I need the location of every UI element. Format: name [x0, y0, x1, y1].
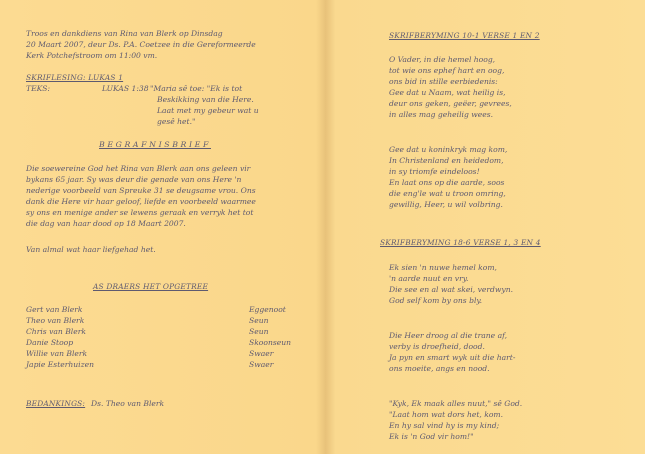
hymn1-v1-line-2: tot wie ons ephef hart en oog, [389, 66, 505, 75]
brief-line-6: die dag van haar dood op 18 Maart 2007. [26, 219, 186, 228]
teks-line-3: Laat met my gebeur wat u [157, 106, 259, 115]
hymn1-v1-line-5: deur ons geken, geëer, gevrees, [389, 99, 512, 108]
hymn2-v2-line-4: ons moeite, angs en nood. [389, 364, 490, 373]
bearers-heading: AS DRAERS HET OPGETREE [93, 282, 209, 291]
hymn2-v1-line-2: 'n aarde nuut en vry. [389, 274, 469, 283]
teks-line-1: "Maria sê toe: "Ek is tot [150, 84, 243, 93]
hymn2-v3-line-2: "Laat hom wat dors het, kom. [389, 410, 504, 419]
brief-line-5: sy ons en menige ander se lewens geraak en verryk het tot [26, 208, 254, 217]
hymn2-v2-line-2: verby is droefheid, dood. [389, 342, 485, 351]
hymn1-v2-line-4: En laat ons op die aarde, soos [389, 178, 505, 187]
thanks-value: Ds. Theo van Blerk [91, 399, 165, 408]
hymn1-v1-line-3: ons bid in stille eerbiedenis: [389, 77, 498, 86]
hymn2-v1-line-1: Ek sien 'n nuwe hemel kom, [389, 263, 497, 272]
brief-line-3: nederige voorbeeld van Spreuke 31 se deugsame vrou. Ons [26, 186, 256, 195]
intro-line-1: Troos en dankdiens van Rina van Blerk op Dinsdag [26, 29, 223, 38]
bearer-name: Chris van Blerk [26, 327, 86, 336]
hymn1-v2-line-2: In Christenland en heidedom, [389, 156, 504, 165]
hymn1-v1-line-1: O Vader, in die hemel hoog, [389, 55, 496, 64]
intro-line-3: Kerk Potchefstroom om 11:00 vm. [26, 51, 158, 60]
bearer-name: Theo van Blerk [26, 316, 85, 325]
brief-line-2: bykans 65 jaar. Sy was deur die genade van ons Here 'n [26, 175, 242, 184]
farewell-text: Van almal wat haar liefgehad het. [26, 245, 156, 254]
hymn2-v3-line-3: En hy sal vind hy is my kind; [389, 421, 500, 430]
bearer-relation: Skoonseun [249, 338, 292, 347]
hymn1-v2-line-6: gewillig, Heer, u wil volbring. [389, 200, 503, 209]
teks-ref: LUKAS 1:38 [102, 84, 149, 93]
bearer-relation: Seun [249, 327, 269, 336]
hymn1-v2-line-1: Gee dat u koninkryk mag kom, [389, 145, 508, 154]
hymn1-v1-line-4: Gee dat u Naam, wat heilig is, [389, 88, 506, 97]
hymn2-heading: SKRIFBERYMING 18-6 VERSE 1, 3 EN 4 [380, 238, 541, 247]
hymn2-v2-line-1: Die Heer droog al die trane af, [389, 331, 508, 340]
hymn2-v3-line-1: "Kyk, Ek maak alles nuut," sê God. [389, 399, 523, 408]
teks-line-2: Beskikking van die Here. [157, 95, 254, 104]
hymn1-heading: SKRIFBERYMING 10-1 VERSE 1 EN 2 [389, 31, 540, 40]
thanks-label: BEDANKINGS: [26, 399, 86, 408]
bearer-relation: Seun [249, 316, 269, 325]
bearer-name: Gert van Blerk [26, 305, 83, 314]
hymn2-v1-line-3: Die see en al wat skei, verdwyn. [389, 285, 514, 294]
hymn1-v2-line-3: in sy triomfe eindeloos! [389, 167, 480, 176]
reading-heading: SKRIFLESING: LUKAS 1 [26, 73, 124, 82]
bearer-name: Willie van Blerk [26, 349, 88, 358]
bearer-relation: Swaer [249, 349, 274, 358]
hymn2-v3-line-4: Ek is 'n God vir hom!" [389, 432, 474, 441]
hymn2-v1-line-4: God self kom by ons bly. [389, 296, 483, 305]
intro-line-2: 20 Maart 2007, deur Ds. P.A. Coetzee in die Gereformeerde [26, 40, 256, 49]
brief-line-1: Die soewereine God het Rina van Blerk aan ons geleen vir [26, 164, 251, 173]
bearer-name: Japie Esterhuizen [26, 360, 94, 369]
hymn2-v2-line-3: Ja pyn en smart wyk uit die hart- [389, 353, 516, 362]
hymn1-v1-line-6: in alles mag geheilig wees. [389, 110, 494, 119]
bearer-name: Danie Stoop [26, 338, 74, 347]
bearer-relation: Eggenoot [249, 305, 286, 314]
teks-label: TEKS: [26, 84, 51, 93]
brief-heading: BEGRAFNISBRIEF [99, 140, 211, 149]
brief-line-4: dank die Here vir haar geloof, liefde en voorbeeld waarmee [26, 197, 256, 206]
hymn1-v2-line-5: die eng'le wat u troon omring, [389, 189, 506, 198]
bearer-relation: Swaer [249, 360, 274, 369]
teks-line-4: gesê het." [157, 117, 196, 126]
